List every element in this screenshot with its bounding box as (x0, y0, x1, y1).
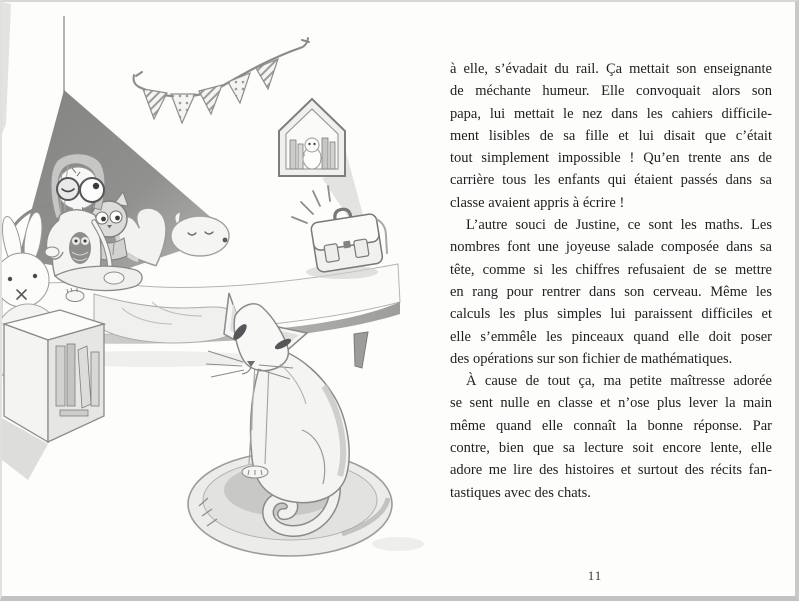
paragraph (450, 370, 772, 504)
bunting-garland-icon (134, 38, 309, 123)
text-line: nombres font une joyeuse salade composée dans sa (450, 239, 772, 256)
text-column (450, 58, 772, 504)
page-number: 11 (587, 568, 603, 583)
text-line: tastiques avec des chats. (450, 484, 591, 501)
text-line: en rang pour rentrer dans son cerveau. Même les (450, 283, 772, 300)
text-line: contre, bien que sa lecture soit encore lente, elle (450, 440, 772, 457)
bird-figurine-icon (303, 138, 321, 169)
text-line: tête, comme si les chiffres refusaient de se mettre (450, 261, 772, 278)
wall-corner (2, 2, 64, 134)
sparkle-lines-icon (292, 186, 330, 223)
text-line: À cause de tout ça, ma petite maîtresse adorée (466, 373, 772, 390)
text-line: L’autre souci de Justine, ce sont les maths. Les (466, 217, 772, 234)
text-line: tout simplement impossible ! Qu’en trente ans de (450, 150, 772, 167)
text-line: classe avaient appris à écrire ! (450, 194, 625, 211)
owl-print-icon (69, 232, 91, 264)
paragraph (450, 214, 772, 370)
text-line: papa, lui mettait le nez dans les cahiers difficile- (450, 105, 772, 122)
text-line: adore me lire des histoires et surtout des récits fan- (450, 462, 772, 479)
text-line: même quand elle connaît la bonne réponse. Par (450, 417, 772, 434)
text-line: des opérations sur son fichier de mathématiques. (450, 350, 733, 367)
paragraph (450, 58, 772, 214)
text-line: se sent nulle en classe et n’ose plus lever la main (450, 395, 772, 412)
text-line: à elle, s’évadait du rail. Ça mettait son enseignante (450, 61, 772, 77)
text-line: ment lisibles de sa fille et lui disait que c’était (450, 127, 772, 144)
bedroom-illustration (2, 2, 432, 601)
text-line: de méchante humeur. Elle convoquait alors son (450, 83, 772, 100)
text-line: elle s’emmêle les pinceaux quand elle doit poser (450, 328, 772, 345)
text-line: carrière tous les enfants qui étaient passés dans sa (450, 172, 772, 189)
cube-bookshelf-icon (2, 310, 104, 480)
text-line: calculs les plus simples lui paraissent difficiles et (450, 306, 772, 323)
